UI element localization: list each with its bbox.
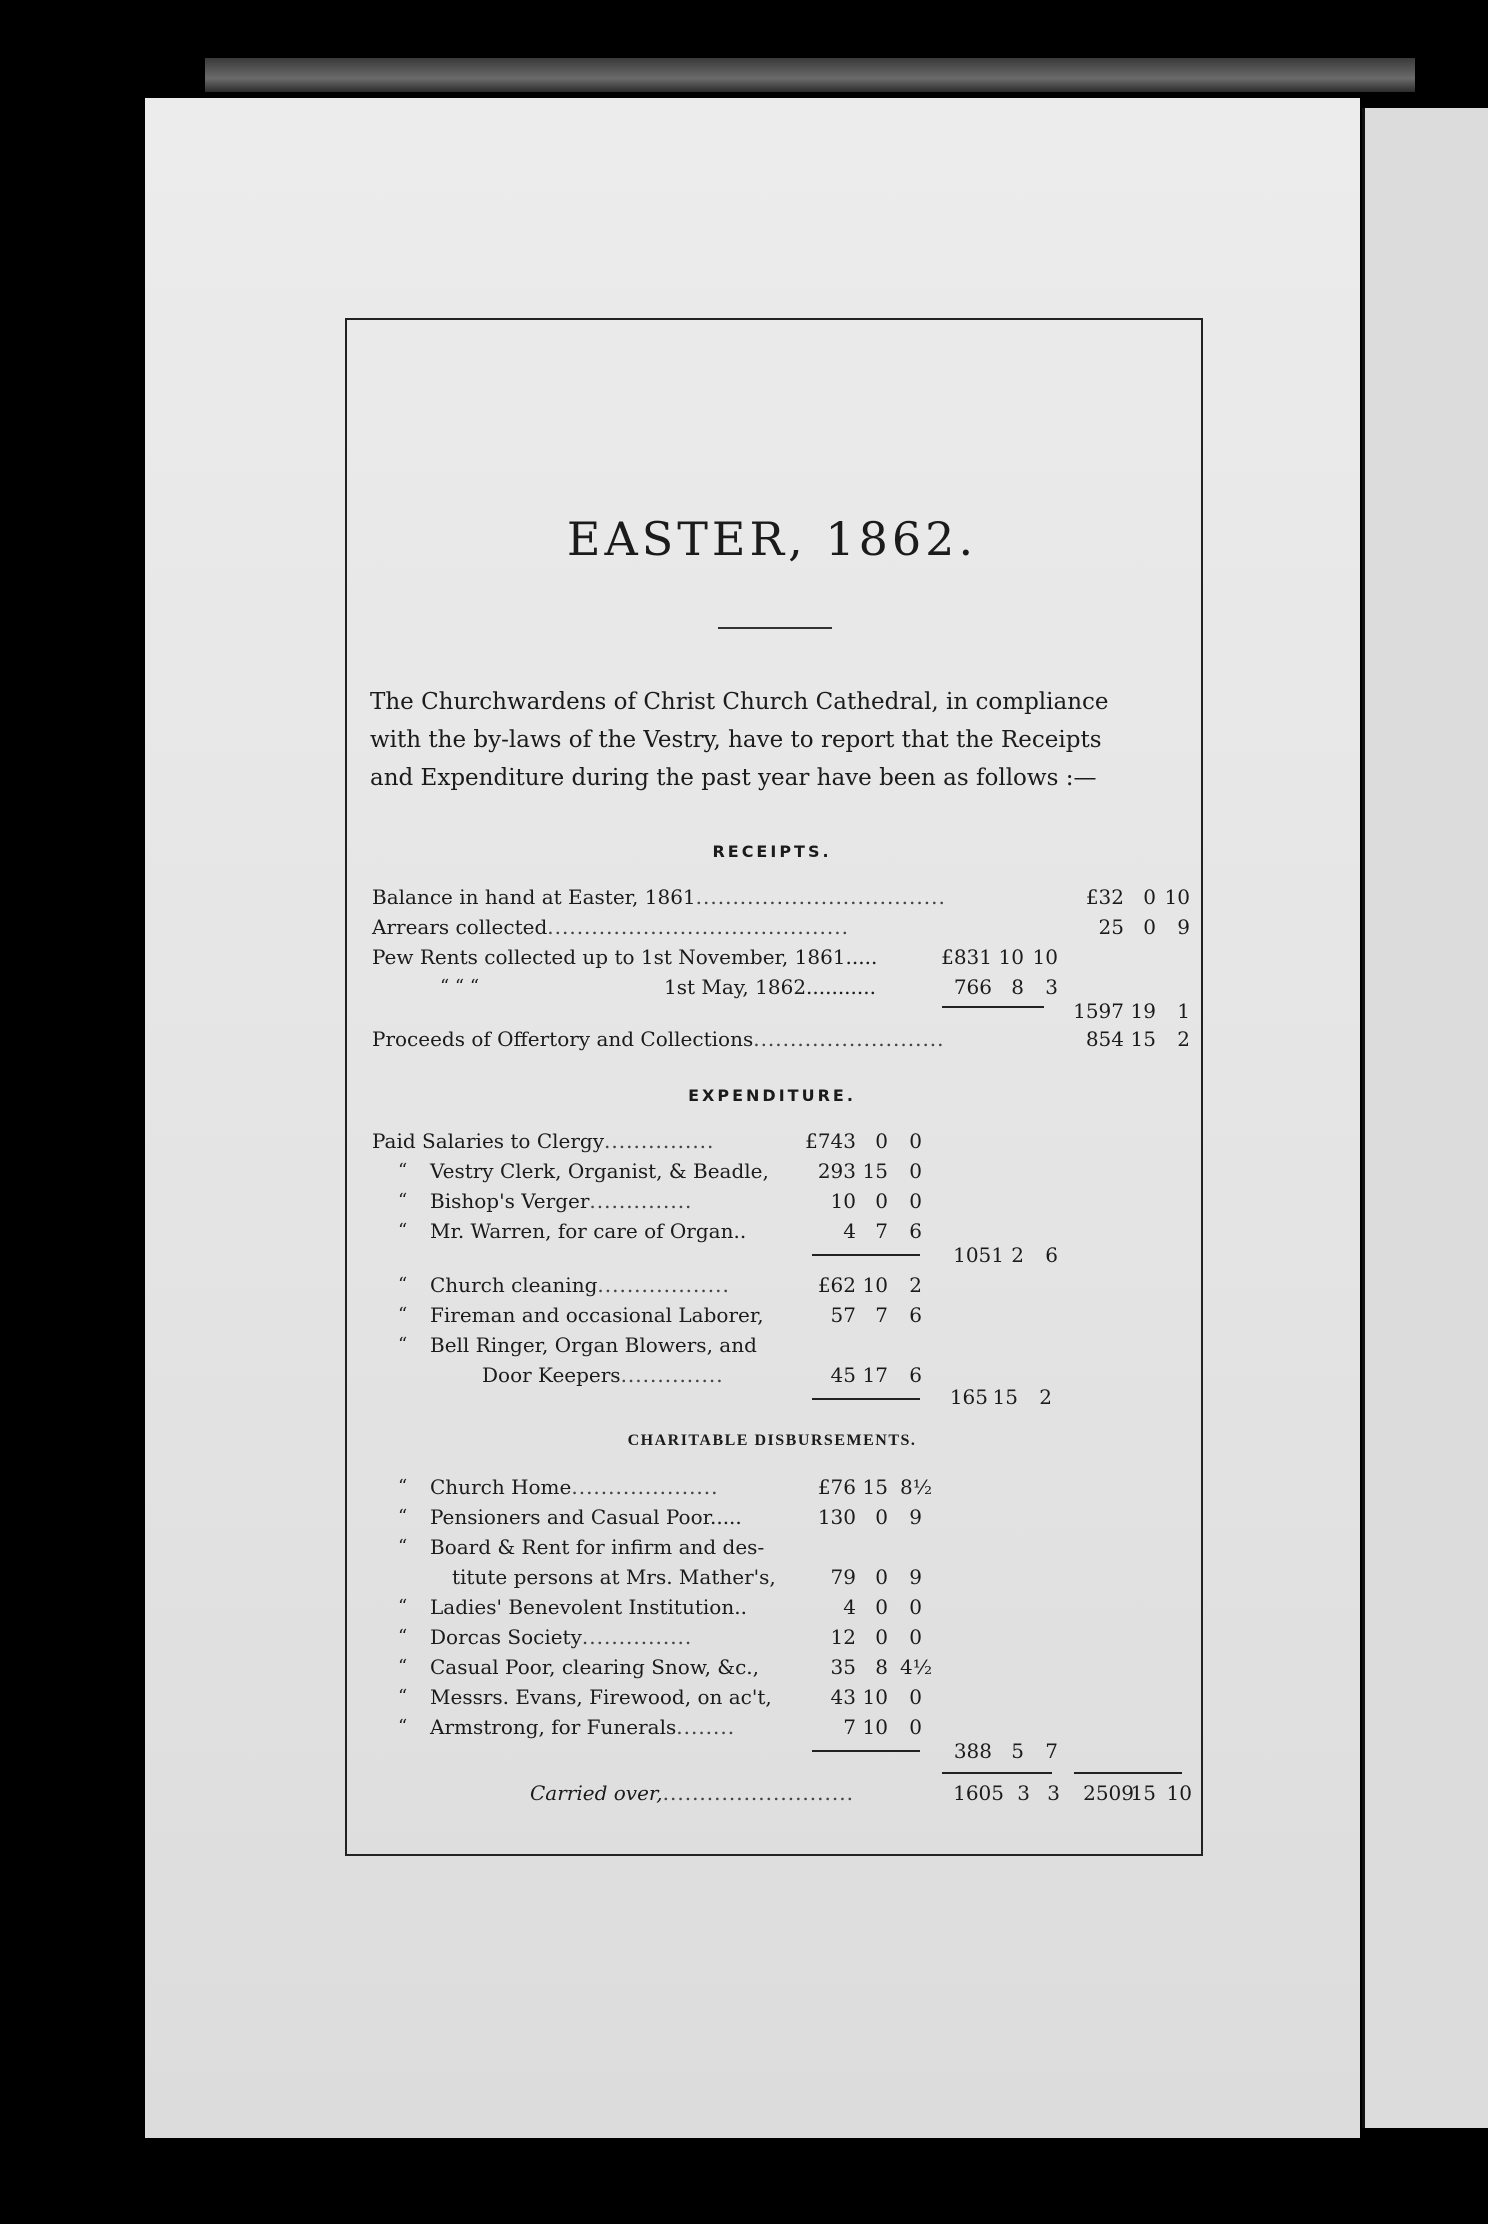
pounds-value: £743 bbox=[805, 1129, 856, 1153]
pounds-value: 854 bbox=[1085, 1027, 1124, 1051]
shillings-value: 15 bbox=[862, 1475, 888, 1499]
row-label: Mr. Warren, for care of Organ.. bbox=[430, 1219, 747, 1243]
pence-value: 0 bbox=[909, 1595, 922, 1619]
ditto-mark: “ bbox=[398, 1334, 408, 1355]
pounds-value: 1605 bbox=[953, 1781, 1004, 1805]
expense-row-fireman bbox=[0, 1300, 1488, 1330]
row-label: Church cleaning.................. bbox=[430, 1273, 730, 1297]
shillings-value: 0 bbox=[1143, 885, 1156, 909]
row-label: Balance in hand at Easter, 1861.................................. bbox=[372, 885, 946, 909]
row-label: Fireman and occasional Laborer, bbox=[430, 1303, 764, 1327]
shillings-value: 0 bbox=[1143, 915, 1156, 939]
expense-group2-total bbox=[0, 1382, 1488, 1412]
pounds-value: £831 bbox=[941, 945, 992, 969]
title-rule bbox=[718, 627, 832, 629]
expense-row-bell-ringer bbox=[0, 1330, 1488, 1360]
pence-value: 0 bbox=[909, 1685, 922, 1709]
pence-value: 0 bbox=[909, 1129, 922, 1153]
pence-value: 2 bbox=[909, 1273, 922, 1297]
carried-over-row bbox=[0, 1778, 1488, 1808]
row-label: 1st May, 1862........... bbox=[664, 975, 876, 999]
pounds-value: 130 bbox=[817, 1505, 856, 1529]
pounds-value: 293 bbox=[817, 1159, 856, 1183]
shillings-value: 10 bbox=[862, 1273, 888, 1297]
ditto-mark: “ bbox=[398, 1596, 408, 1617]
pence-value: 7 bbox=[1045, 1739, 1058, 1763]
row-label: Proceeds of Offertory and Collections.......................... bbox=[372, 1027, 945, 1051]
charity-row-mather bbox=[0, 1562, 1488, 1592]
row-label: Dorcas Society............... bbox=[430, 1625, 693, 1649]
charity-row-pensioners bbox=[0, 1502, 1488, 1532]
pounds-value: 43 bbox=[830, 1685, 856, 1709]
pounds-value: 388 bbox=[953, 1739, 992, 1763]
pounds-value: 57 bbox=[830, 1303, 856, 1327]
row-label: Paid Salaries to Clergy............... bbox=[372, 1129, 715, 1153]
receipt-row-pew-rents-nov bbox=[0, 942, 1488, 972]
shillings-value: 17 bbox=[862, 1363, 888, 1387]
pounds-value: 4 bbox=[843, 1219, 856, 1243]
expense-row-vestry bbox=[0, 1156, 1488, 1186]
pounds-value: 25 bbox=[1098, 915, 1124, 939]
ditto-mark: “ bbox=[398, 1160, 408, 1181]
pence-value: 0 bbox=[909, 1715, 922, 1739]
receipt-row-arrears bbox=[0, 912, 1488, 942]
pounds-value: 766 bbox=[953, 975, 992, 999]
shillings-value: 19 bbox=[1130, 999, 1156, 1023]
intro-line: The Churchwardens of Christ Church Cathedral, in compliance bbox=[370, 689, 1109, 715]
shillings-value: 3 bbox=[1017, 1781, 1030, 1805]
row-label: Carried over,.......................... bbox=[530, 1781, 854, 1805]
ditto-mark: “ bbox=[398, 1304, 408, 1325]
shillings-value: 8 bbox=[1011, 975, 1024, 999]
row-label: Church Home.................... bbox=[430, 1475, 719, 1499]
ditto-mark: “ bbox=[398, 1274, 408, 1295]
shillings-value: 0 bbox=[875, 1595, 888, 1619]
shillings-value: 2 bbox=[1011, 1243, 1024, 1267]
ditto-mark: “ bbox=[398, 1506, 408, 1527]
pence-value: 10 bbox=[1032, 945, 1058, 969]
pence-value: 3 bbox=[1047, 1781, 1060, 1805]
shillings-value: 10 bbox=[998, 945, 1024, 969]
charity-row-church-home bbox=[0, 1472, 1488, 1502]
pounds-value: 1051 bbox=[953, 1243, 1004, 1267]
pence-value: 9 bbox=[1177, 915, 1190, 939]
intro-paragraph bbox=[370, 683, 1180, 797]
ditto-mark: “ bbox=[398, 1190, 408, 1211]
pounds-value: £62 bbox=[817, 1273, 856, 1297]
pounds-value: 35 bbox=[830, 1655, 856, 1679]
shillings-value: 0 bbox=[875, 1129, 888, 1153]
ditto-mark: “ bbox=[398, 1220, 408, 1241]
row-label: Bell Ringer, Organ Blowers, and bbox=[430, 1333, 757, 1357]
shillings-value: 15 bbox=[862, 1159, 888, 1183]
pence-value: 0 bbox=[909, 1625, 922, 1649]
row-label: Bishop's Verger.............. bbox=[430, 1189, 693, 1213]
row-label: titute persons at Mrs. Mather's, bbox=[452, 1565, 776, 1589]
row-label: Messrs. Evans, Firewood, on ac't, bbox=[430, 1685, 772, 1709]
pounds-value: 45 bbox=[830, 1363, 856, 1387]
pence-value: 0 bbox=[909, 1189, 922, 1213]
shillings-value: 0 bbox=[875, 1505, 888, 1529]
row-label: Board & Rent for infirm and des- bbox=[430, 1535, 765, 1559]
expense-row-cleaning bbox=[0, 1270, 1488, 1300]
pence-value: 0 bbox=[909, 1159, 922, 1183]
adjacent-page-edge bbox=[1362, 108, 1488, 2128]
film-edge-strip bbox=[205, 58, 1415, 92]
row-label: Arrears collected......................................... bbox=[372, 915, 849, 939]
row-label: Pew Rents collected up to 1st November, 1861..... bbox=[372, 945, 878, 969]
shillings-value: 10 bbox=[862, 1715, 888, 1739]
receipt-row-pew-total bbox=[0, 996, 1488, 1026]
row-label: Door Keepers.............. bbox=[482, 1363, 724, 1387]
shillings-value: 15 bbox=[1130, 1027, 1156, 1051]
pence-value: 8½ bbox=[900, 1475, 933, 1499]
charity-row-ladies bbox=[0, 1592, 1488, 1622]
shillings-value: 7 bbox=[875, 1219, 888, 1243]
row-label: Armstrong, for Funerals........ bbox=[430, 1715, 736, 1739]
pence-value: 6 bbox=[1045, 1243, 1058, 1267]
shillings-value: 15 bbox=[992, 1385, 1018, 1409]
shillings-value: 0 bbox=[875, 1625, 888, 1649]
ditto-mark: “ bbox=[398, 1536, 408, 1557]
shillings-value: 0 bbox=[875, 1565, 888, 1589]
pence-value: 9 bbox=[909, 1505, 922, 1529]
ditto-mark: “ bbox=[398, 1476, 408, 1497]
pence-value: 3 bbox=[1045, 975, 1058, 999]
row-label: Pensioners and Casual Poor..... bbox=[430, 1505, 742, 1529]
pence-value: 4½ bbox=[900, 1655, 933, 1679]
pounds-value: 12 bbox=[830, 1625, 856, 1649]
ditto-mark: “ bbox=[398, 1686, 408, 1707]
ditto-marks: “ “ “ bbox=[440, 976, 480, 997]
charity-row-evans bbox=[0, 1682, 1488, 1712]
receipts-heading: RECEIPTS. bbox=[712, 842, 832, 861]
pounds-value: 7 bbox=[843, 1715, 856, 1739]
shillings-value: 5 bbox=[1011, 1739, 1024, 1763]
pence-value: 1 bbox=[1177, 999, 1190, 1023]
receipt-row-offertory bbox=[0, 1024, 1488, 1054]
pence-value: 2 bbox=[1177, 1027, 1190, 1051]
receipt-row-balance bbox=[0, 882, 1488, 912]
expense-row-verger bbox=[0, 1186, 1488, 1216]
pounds-value: 10 bbox=[830, 1189, 856, 1213]
shillings-value: 0 bbox=[875, 1189, 888, 1213]
charity-total bbox=[0, 1736, 1488, 1766]
expense-row-salaries bbox=[0, 1126, 1488, 1156]
total-rule bbox=[942, 1772, 1052, 1774]
charity-row-casual-poor bbox=[0, 1652, 1488, 1682]
pounds-value: 79 bbox=[830, 1565, 856, 1589]
expense-group1-total bbox=[0, 1240, 1488, 1270]
pounds-value: £76 bbox=[817, 1475, 856, 1499]
pounds-value: 1597 bbox=[1073, 999, 1124, 1023]
charitable-heading: CHARITABLE DISBURSEMENTS. bbox=[627, 1432, 917, 1449]
row-label: Casual Poor, clearing Snow, &c., bbox=[430, 1655, 760, 1679]
pence-value: 6 bbox=[909, 1303, 922, 1327]
row-label: Ladies' Benevolent Institution.. bbox=[430, 1595, 747, 1619]
pounds-value: 165 bbox=[949, 1385, 988, 1409]
pence-value: 2 bbox=[1039, 1385, 1052, 1409]
pounds-value: 2509 bbox=[1083, 1781, 1134, 1805]
shillings-value: 15 bbox=[1130, 1781, 1156, 1805]
ditto-mark: “ bbox=[398, 1716, 408, 1737]
total-rule bbox=[1074, 1772, 1182, 1774]
row-label: Vestry Clerk, Organist, & Beadle, bbox=[430, 1159, 769, 1183]
pounds-value: 4 bbox=[843, 1595, 856, 1619]
pounds-value: £32 bbox=[1085, 885, 1124, 909]
pence-value: 6 bbox=[909, 1219, 922, 1243]
ditto-mark: “ bbox=[398, 1626, 408, 1647]
expenditure-heading: EXPENDITURE. bbox=[688, 1086, 856, 1105]
intro-line: with the by-laws of the Vestry, have to report that the Receipts bbox=[370, 727, 1102, 753]
shillings-value: 10 bbox=[862, 1685, 888, 1709]
pence-value: 6 bbox=[909, 1363, 922, 1387]
pence-value: 10 bbox=[1164, 885, 1190, 909]
intro-line: and Expenditure during the past year have been as follows :— bbox=[370, 765, 1097, 791]
charity-row-board-rent bbox=[0, 1532, 1488, 1562]
charity-row-dorcas bbox=[0, 1622, 1488, 1652]
shillings-value: 7 bbox=[875, 1303, 888, 1327]
page-title: EASTER, 1862. bbox=[566, 512, 978, 566]
ditto-mark: “ bbox=[398, 1656, 408, 1677]
pence-value: 9 bbox=[909, 1565, 922, 1589]
shillings-value: 8 bbox=[875, 1655, 888, 1679]
pence-value: 10 bbox=[1166, 1781, 1192, 1805]
